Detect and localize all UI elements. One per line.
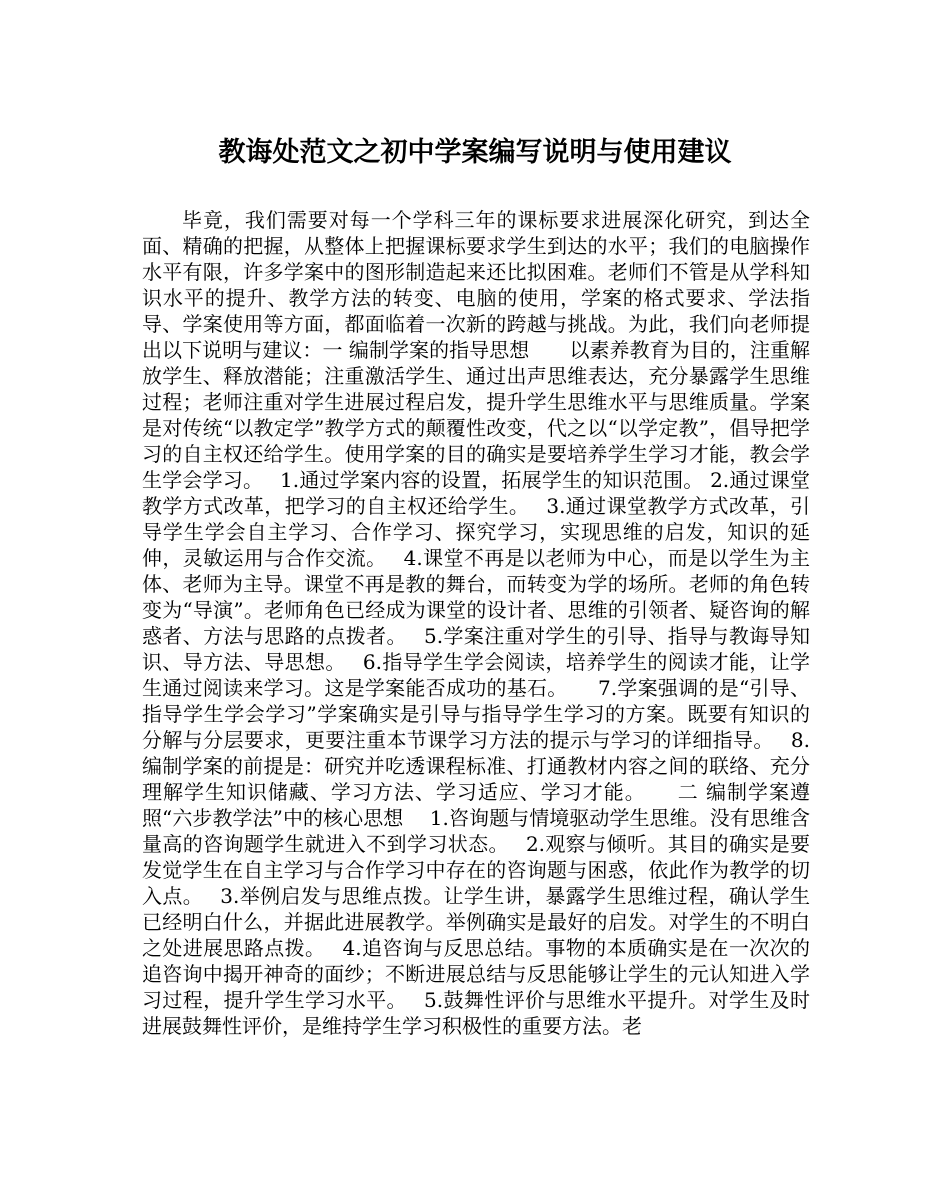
document-body: 毕竟，我们需要对每一个学科三年的课标要求进展深化研究，到达全面、精确的把握，从整体上把握课标要求学生到达的水平；我们的电脑操作水平有限，许多学案中的图形制造起来还比拟困难。老师们不管是从学科知识水平的提升、教学方法的转变、电脑的使用，学案的格式要求、学法指导、学案使用等方面，都面临着一次新的跨越与挑战。为此，我们向老师提出以下说明与建议：一 编制学案的指导思想 以素养教育为目的，注重解放学生、释放潜能；注重激活学生、通过出声思维表达，充分暴露学生思维过程；老师注重对学生进展过程启发，提升学生思维水平与思维质量。学案是对传统“以教定学”教学方式的颠覆性改变，代之以“以学定教”，倡导把学习的自主权还给学生。使用学案的目的确实是要培养学生学习才能，教会学生学会学习。 1.通过学案内容的设置，拓展学生的知识范围。 2.通过课堂教学方式改革，把学习的自主权还给学生。 3.通过课堂教学方式改革，引导学生学会自主学习、合作学习、探究学习，实现思维的启发，知识的延伸，灵敏运用与合作交流。 4.课堂不再是以老师为中心，而是以学生为主体、老师为主导。课堂不再是教的舞台，而转变为学的场所。老师的角色转变为“导演”。老师角色已经成为课堂的设计者、思维的引领者、疑咨询的解惑者、方法与思路的点拨者。 5.学案注重对学生的引导、指导与教诲导知识、导方法、导思想。 6.指导学生学会阅读，培养学生的阅读才能，让学生通过阅读来学习。这是学案能否成功的基石。 7.学案强调的是“引导、指导学生学会学习”学案确实是引导与指导学生学习的方案。既要有知识的分解与分层要求，更要注重本节课学习方法的提示与学习的详细指导。 8.编制学案的前提是：研究并吃透课程标准、打通教材内容之间的联络、充分理解学生知识储藏、学习方法、学习适应、学习才能。 二 编制学案遵照“六步教学法”中的核心思想 1.咨询题与情境驱动学生思维。没有思维含量高的咨询题学生就进入不到学习状态。 2.观察与倾听。其目的确实是要发觉学生在自主学习与合作学习中存在的咨询题与困惑，依此作为教学的切入点。 3.举例启发与思维点拨。让学生讲，暴露学生思维过程，确认学生已经明白什么，并据此进展教学。举例确实是最好的启发。对学生的不明白之处进展思路点拨。 4.追咨询与反思总结。事物的本质确实是在一次次的追咨询中揭开神奇的面纱；不断进展总结与反思能够让学生的元认知进入学习过程，提升学生学习水平。 5.鼓舞性评价与思维水平提升。对学生及时进展鼓舞性评价，是维持学生学习积极性的重要方法。老 [142, 208, 810, 1038]
document-title: 教诲处范文之初中学案编写说明与使用建议 [218, 137, 732, 168]
